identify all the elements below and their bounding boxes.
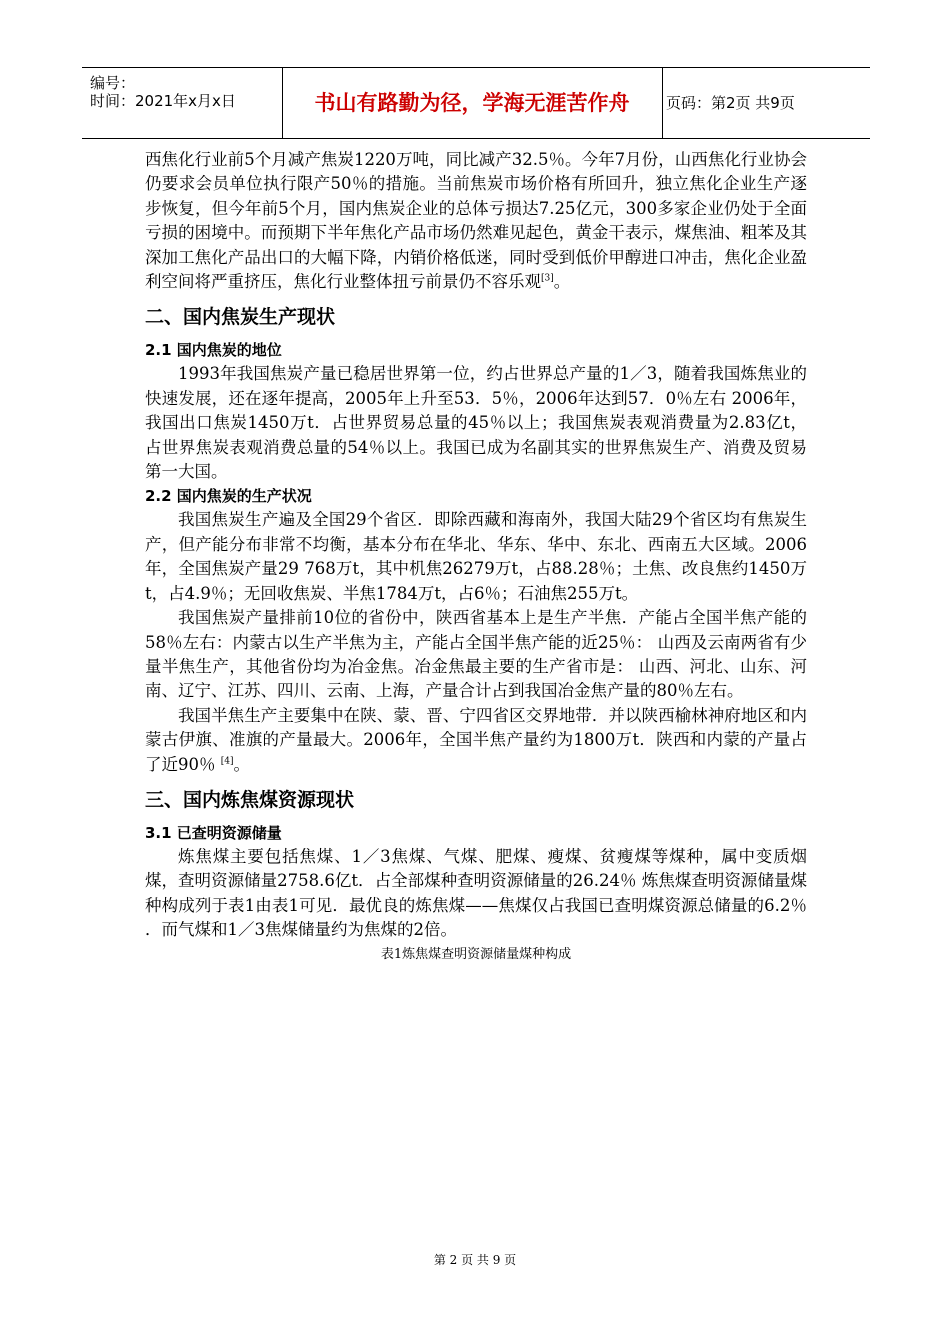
paragraph-2-1: 1993年我国焦炭产量已稳居世界第一位，约占世界总产量的1／3，随着我国炼焦业的快速发展，还在逐年提高，2005年上升至53．5％，2006年达到57．0％左右 2006年，我国出口焦炭1450万t．占世界贸易总量的45％以上；我国焦炭表观消费量为2.83亿t， 占世界焦炭表观消费总量的54％以上。我国已成为名副其实的世界焦炭生产、消费及贸易第一大国。 — [145, 364, 807, 482]
page-footer: 第 2 页 共 9 页 — [433, 1253, 517, 1267]
page-header — [82, 67, 870, 139]
header-time-label: 时间：2021年x月x日 — [90, 92, 236, 110]
intro-paragraph — [145, 148, 807, 294]
subsection-2-1-heading: 2.1 国内焦炭的地位 — [145, 341, 282, 360]
subsection-3-1-heading: 3.1 已查明资源储量 — [145, 823, 282, 842]
section-2-heading: 二、国内焦炭生产现状 — [145, 306, 336, 329]
document-body — [145, 148, 807, 965]
header-code-label: 编号： — [90, 74, 136, 92]
citation-ref-3: [3] — [541, 273, 554, 284]
paragraph-2-2-c — [145, 704, 807, 777]
intro-end: 。 — [553, 272, 571, 292]
paragraph-3-1: 炼焦煤主要包括焦煤、1／3焦煤、气煤、肥煤、瘦煤、贫瘦煤等煤种，属中变质烟煤，查明资源储量2758.6亿t．占全部煤种查明资源储量的26.24％ 炼焦煤查明资源储量煤种构成列于表1由表1可见．最优良的炼焦煤——焦煤仅占我国已查明煤资源总储量的6.2％ ．而气煤和1／3焦煤储量约为焦煤的2倍。 — [145, 846, 807, 940]
paragraph-2-2-b: 我国焦炭产量排前10位的省份中，陕西省基本上是生产半焦．产能占全国半焦产能的58％左右：内蒙古以生产半焦为主，产能占全国半焦产能的近25％： 山西及云南两省有少量半焦生产，其他省份均为冶金焦。冶金焦最主要的生产省市是： 山西、河北、山东、河南、辽宁、江苏、四川、云南、上海，产量合计占到我国冶金焦产量的80％左右。 — [145, 608, 807, 701]
table-caption: 表1炼焦煤查明资源储量煤种构成 — [380, 946, 572, 962]
header-motto: 书山有路勤为径，学海无涯苦作舟 — [282, 68, 663, 138]
paragraph-2-2-c-end: 。 — [233, 754, 250, 774]
header-page-label: 页码：第2页 共9页 — [666, 94, 795, 112]
paragraph-2-2-c-text: 我国半焦生产主要集中在陕、蒙、晋、宁四省区交界地带．并以陕西榆林神府地区和内蒙古伊旗、准旗的产量最大。2006年，全国半焦产量约为1800万t．陕西和内蒙的产量占了近90％ — [145, 705, 807, 774]
subsection-2-2-heading: 2.2 国内焦炭的生产状况 — [145, 487, 312, 506]
citation-ref-4: [4] — [220, 756, 234, 767]
intro-text: 西焦化行业前5个月减产焦炭1220万吨，同比减产32.5％。今年7月份，山西焦化行业协会仍要求会员单位执行限产50％的措施。当前焦炭市场价格有所回升，独立焦化企业生产逐步恢复，但今年前5个月，国内焦炭企业的总体亏损达7.25亿元，300多家企业仍处于全面亏损的困境中。而预期下半年焦化产品市场仍然难见起色，黄金干表示，煤焦油、粗苯及其深加工焦化产品出口的大幅下降，内销价格低迷，同时受到低价甲醇进口冲击，焦化企业盈利空间将严重挤压，焦化行业整体扭亏前景仍不容乐观 — [145, 150, 807, 292]
paragraph-2-2-a: 我国焦炭生产遍及全国29个省区．即除西藏和海南外，我国大陆29个省区均有焦炭生产，但产能分布非常不均衡，基本分布在华北、华东、华中、东北、西南五大区域。2006年，全国焦炭产量29 768万t，其中机焦26279万t，占88.28％；土焦、改良焦约1450万t，占4.9％；无回收焦炭、半焦1784万t，占6％；石油焦255万t。 — [145, 510, 807, 603]
header-meta-cell — [82, 68, 283, 138]
section-3-heading: 三、国内炼焦煤资源现状 — [145, 788, 355, 811]
